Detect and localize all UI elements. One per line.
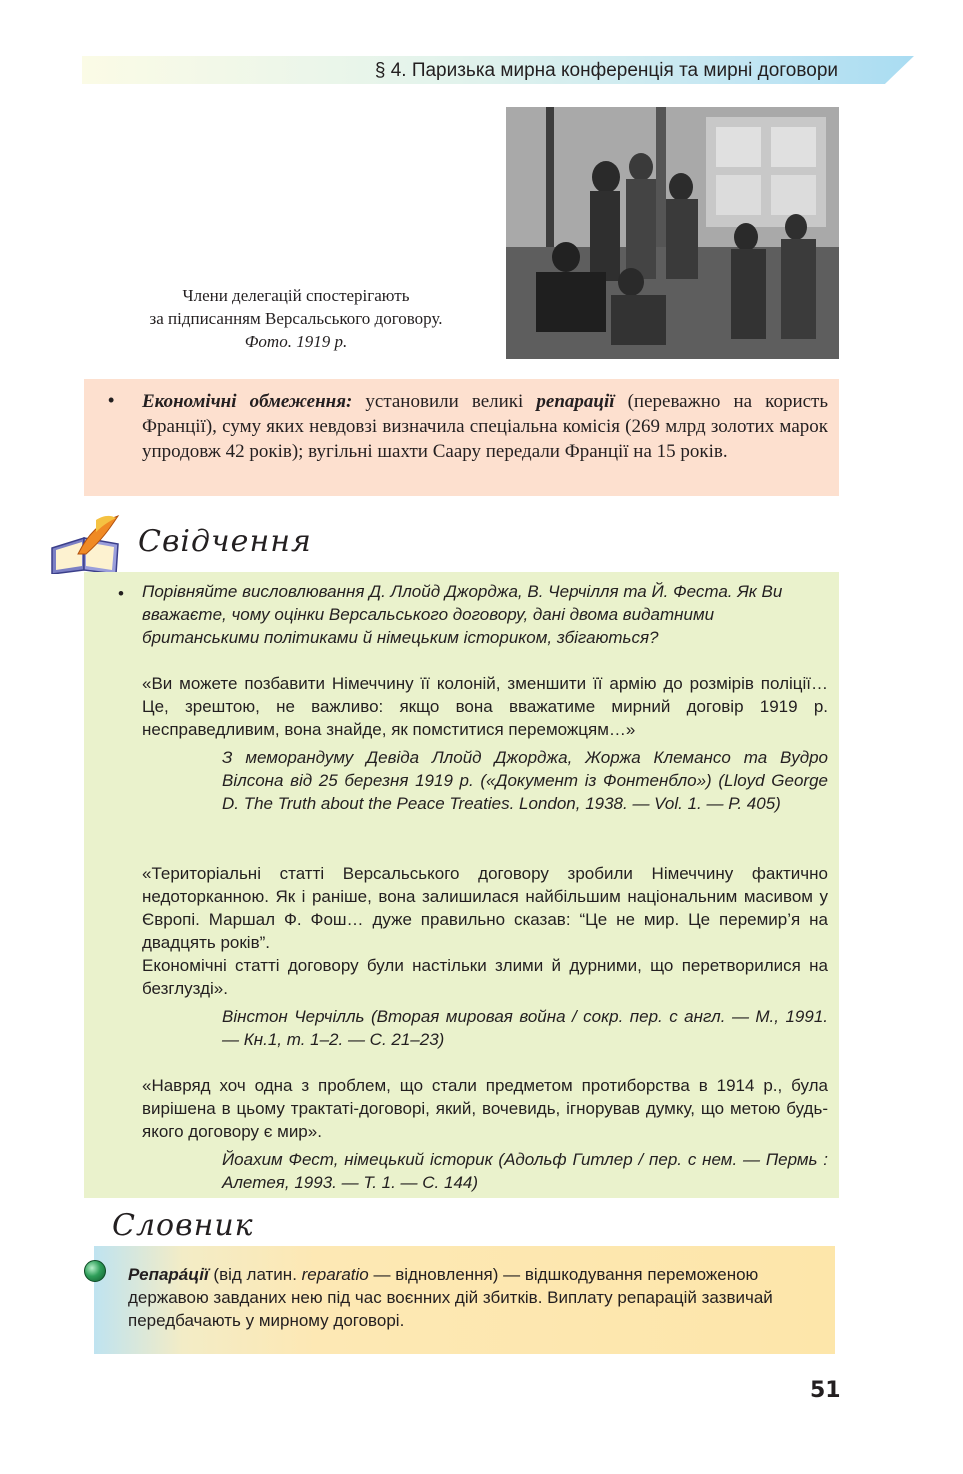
glossary-term: Репара́ції [128, 1265, 209, 1284]
bullet-icon: • [118, 584, 124, 603]
quote-fest: «Навряд хоч одна з проблем, що стали предметом протиборства в 1914 р., була вирішена в цьому трактаті-договорі, який, вочевидь, ігнорував думку, що метою будь-якого договору є мир». [142, 1076, 828, 1141]
text-span: — відновлення) — відшкодування переможеною державою завданих нею під час воєнних дій збитків. Виплату репарацій зазвичай передбачають у мирному договорі. [128, 1265, 773, 1330]
caption-line: Члени делегацій спостерігають [182, 286, 410, 305]
quote-churchill: «Територіальні статті Версальського договору зробили Німеччину фактично недоторканною. Як і раніше, вона залишилася найбільшим національним масивом у Європі. Маршал Ф. Фош… дуже правильно сказав: “Це не мир. Це перемир’я на двадцять років”. [142, 864, 828, 952]
evidence-heading: Свідчення [138, 524, 312, 559]
text-span: (переважно на користь Франції), суму яких невдовзі визначила спеціальна комісія (269 млрд золотих марок упродовж 42 років); вугільні шахти Саару передали Франції на 15 років. [142, 391, 829, 462]
page-header-title: § 4. Паризька мирна конференція та мирні договори [374, 60, 838, 81]
evidence-question: Порівняйте висловлювання Д. Ллойд Джорджа, В. Черчілля та Й. Феста. Як Ви вважаєте, чому оцінки Версальського договору, дані двома видатними британськими політиками й німецьким істориком, збігаються? [142, 582, 783, 647]
glossary-heading: Словник [112, 1208, 254, 1243]
page-number: 51 [810, 1378, 841, 1403]
source-churchill: Вінстон Черчілль (Вторая мировая война / сокр. пер. с англ. — М., 1991. — Кн.1, т. 1–2. — С. 21–23) [222, 1007, 828, 1049]
glossary-definition [128, 1263, 822, 1332]
caption-date: Фото. 1919 р. [244, 332, 348, 351]
latin-word: reparatio [301, 1265, 369, 1284]
term-economic: Економічні обмеження: [142, 391, 353, 412]
open-book-quill-icon [48, 514, 124, 574]
text-span: установили великі [352, 391, 537, 412]
caption-line: за підписанням Версальського договору. [149, 309, 443, 328]
term-reparations: репарації [536, 391, 615, 412]
quote-churchill-cont: Економічні статті договору були настільки злими й дурними, що перетворилися на безглузді». [142, 956, 828, 998]
quote-lloyd-george: «Ви можете позбавити Німеччину її колоній, зменшити її армію до розмірів поліції… Це, зрештою, не важливо: якщо вона вважатиме мирний договір 1919 р. несправедливим, вона знайде, як помститися переможцям…» [142, 674, 828, 739]
photo-caption [110, 284, 482, 353]
economic-restrictions-text [142, 389, 828, 464]
green-dot-icon [84, 1260, 106, 1282]
text-span: (від латин. [208, 1265, 302, 1284]
source-lloyd-george: З меморандуму Девіда Ллойд Джорджа, Жоржа Клемансо та Вудро Вілсона від 25 березня 1919 р. («Документ із Фонтенбло») (Lloyd George D. The Truth about the Peace Treaties. London, 1938. — Vol. 1. — P. 405) [222, 748, 828, 813]
source-fest: Йоахим Фест, німецький історик (Адольф Гитлер / пер. с нем. — Пермь : Алетея, 1993. — Т. 1. — С. 144) [222, 1150, 828, 1192]
bullet-icon: • [108, 390, 115, 410]
historical-photo [506, 107, 839, 359]
